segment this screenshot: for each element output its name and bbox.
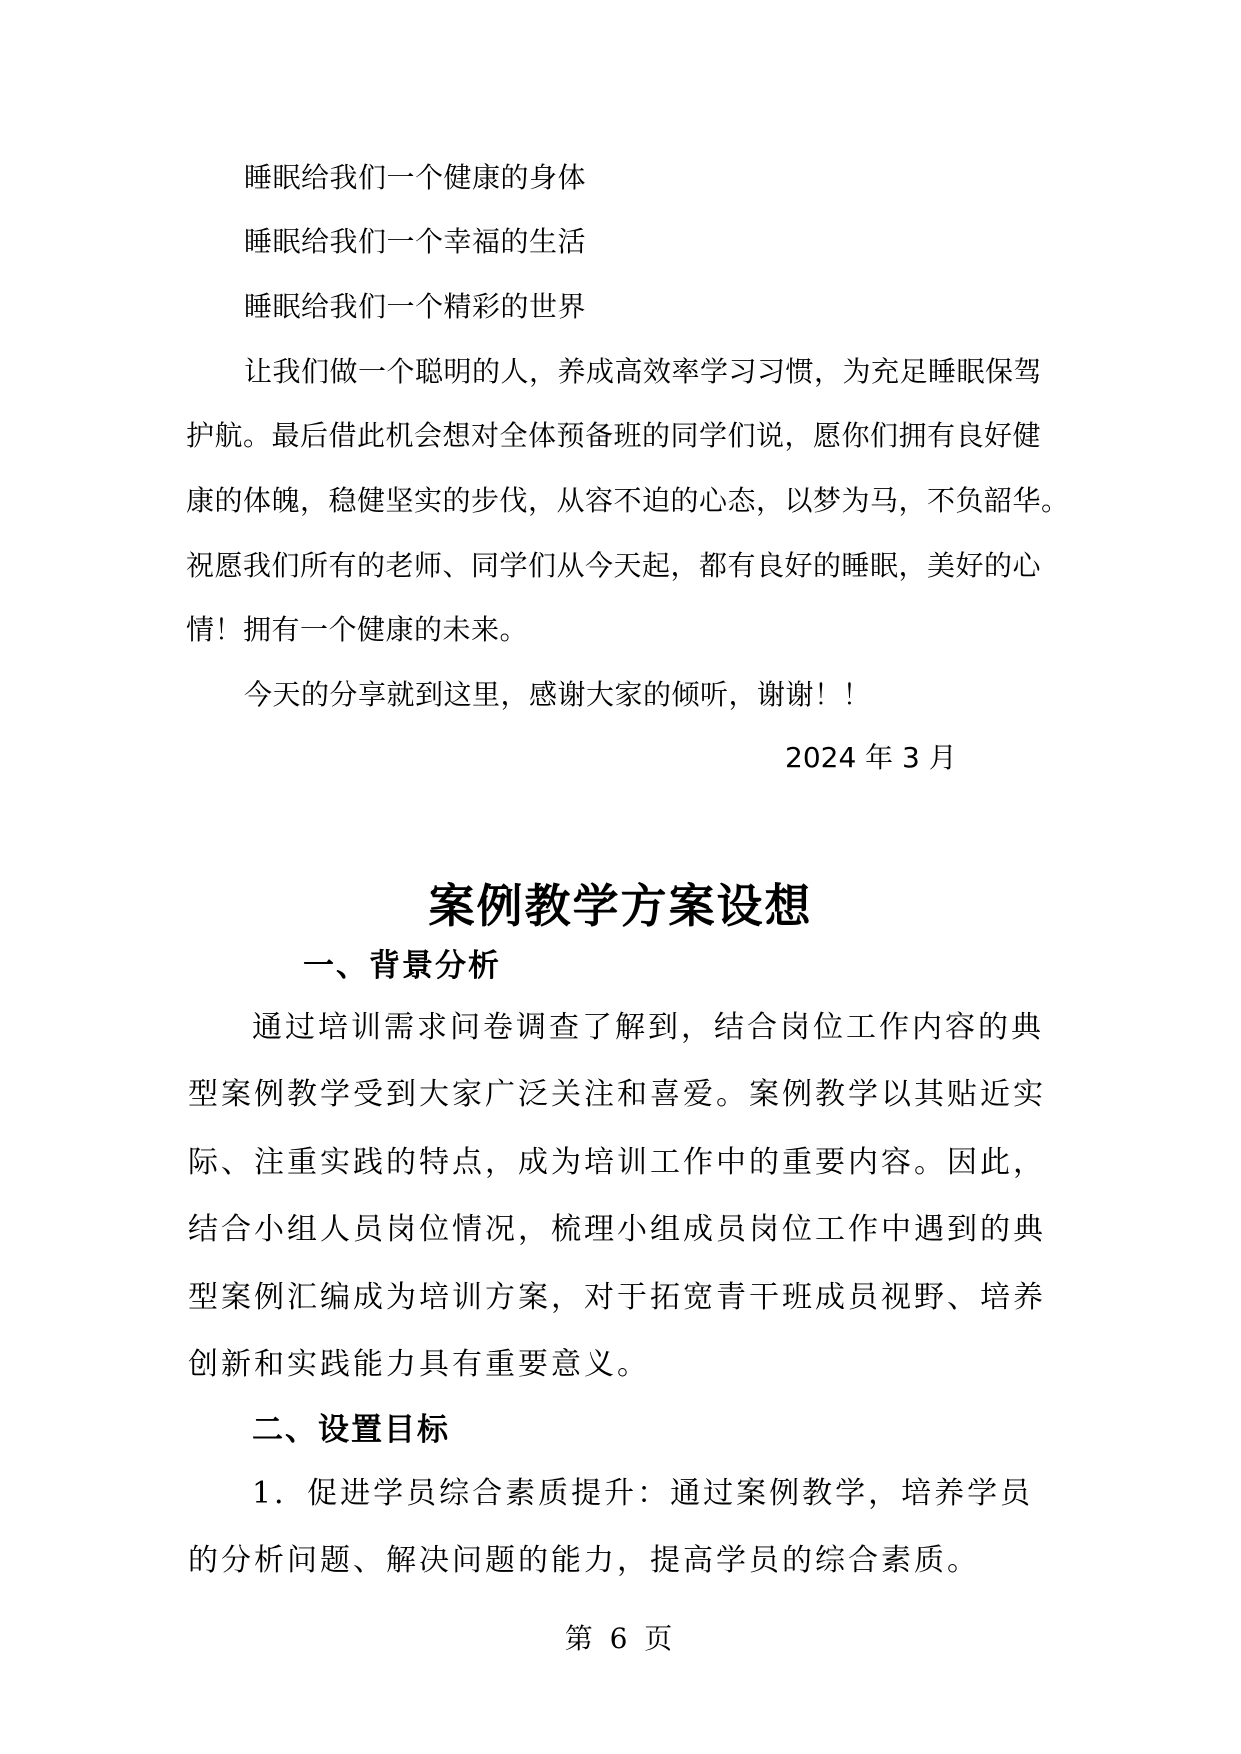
section1-line-4: 结合小组人员岗位情况，梳理小组成员岗位工作中遇到的典 [188,1212,1046,1247]
section1-line-1: 通过培训需求问卷调查了解到，结合岗位工作内容的典 [252,1010,1044,1045]
speech-line-4: 让我们做一个聪明的人，养成高效率学习习惯，为充足睡眠保驾 [244,355,1043,388]
speech-line-8: 情！拥有一个健康的未来。 [186,613,529,646]
section1-line-2: 型案例教学受到大家广泛关注和喜爱。案例教学以其贴近实 [188,1077,1046,1112]
speech-line-7: 祝愿我们所有的老师、同学们从今天起，都有良好的睡眠，美好的心 [186,549,1042,582]
section-heading-goals: 二、设置目标 [252,1412,450,1448]
section1-line-6: 创新和实践能力具有重要意义。 [188,1347,650,1382]
speech-date: 2024 年 3 月 [785,741,957,774]
section1-line-3: 际、注重实践的特点，成为培训工作中的重要内容。因此， [188,1145,1046,1180]
speech-line-9: 今天的分享就到这里，感谢大家的倾听，谢谢！！ [244,678,872,711]
section2-line-1: 1．促进学员综合素质提升：通过案例教学，培养学员 [252,1476,1034,1511]
plan-title: 案例教学方案设想 [428,879,813,933]
speech-line-3: 睡眠给我们一个精彩的世界 [244,290,587,323]
page-number: 第 6 页 [564,1622,677,1655]
speech-line-5: 护航。最后借此机会想对全体预备班的同学们说，愿你们拥有良好健 [186,419,1042,452]
speech-line-2: 睡眠给我们一个幸福的生活 [244,225,587,258]
speech-line-6: 康的体魄，稳健坚实的步伐，从容不迫的心态，以梦为马，不负韶华。 [186,484,1070,517]
section-heading-background: 一、背景分析 [303,948,501,984]
section2-line-2: 的分析问题、解决问题的能力，提高学员的综合素质。 [188,1543,980,1578]
section1-line-5: 型案例汇编成为培训方案，对于拓宽青干班成员视野、培养 [188,1280,1046,1315]
speech-line-1: 睡眠给我们一个健康的身体 [244,161,587,194]
